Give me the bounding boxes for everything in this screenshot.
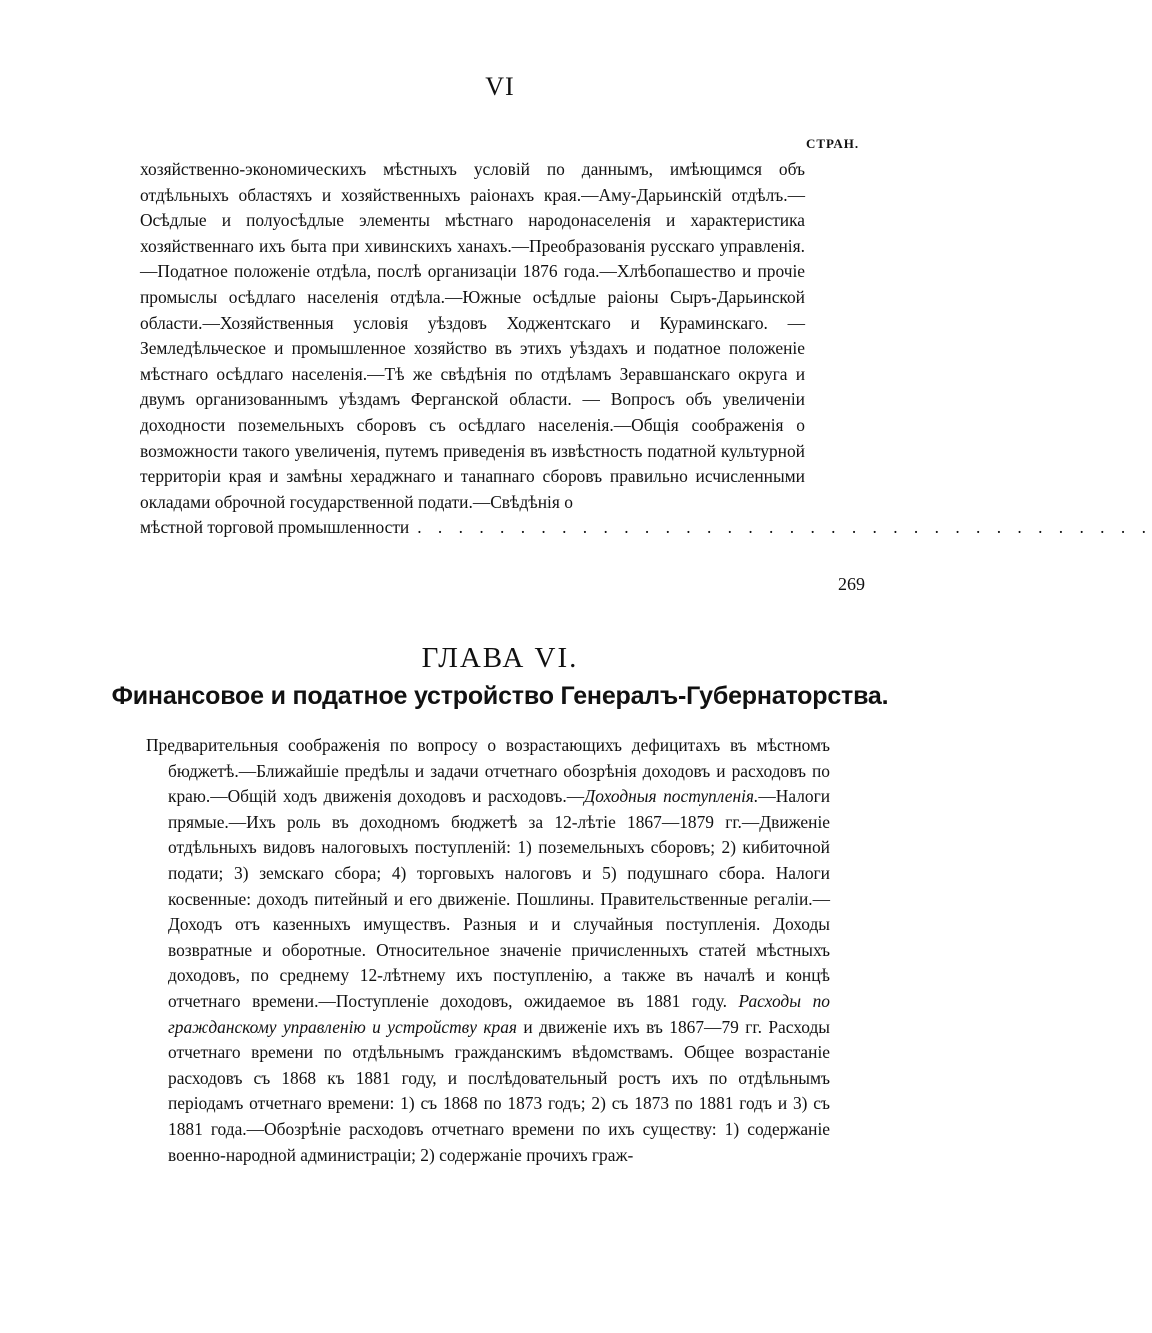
chapter-summary-paragraph bbox=[146, 733, 830, 1168]
toc-page-reference: 269 bbox=[838, 574, 865, 594]
summary-italic-revenues: Доходныя поступленія. bbox=[584, 786, 759, 807]
page-column-header: СТРАН. bbox=[806, 136, 860, 151]
section-intro-text: хозяйственно-экономическихъ мѣстныхъ условій по даннымъ, имѣющимся объ отдѣльныхъ областяхъ и хозяйственныхъ раіонахъ края.—Аму-Дарьинскій отдѣлъ.—Осѣдлые и полуосѣдлые элементы мѣстнаго народонаселенія и характеристика хозяйственнаго ихъ быта при хивинскихъ ханахъ.—Преобразованія русскаго управленія.—Податное положеніе отдѣла, послѣ организаціи 1876 года.—Хлѣбопашество и прочіе промыслы осѣдлаго населенія отдѣла.—Южные осѣдлые раіоны Сыръ-Дарьинской области.—Хозяйственныя условія уѣздовъ Ходжентскаго и Кураминскаго. — Земледѣльческое и промышленное хозяйство въ этихъ уѣздахъ и податное положеніе мѣстнаго осѣдлаго населенія.—Тѣ же свѣдѣнія по отдѣламъ Зеравшанскаго округа и двумъ организованнымъ уѣздамъ Ферганской области. — Вопросъ объ увеличеніи доходности поземельныхъ сборовъ съ осѣдлаго населенія.—Общія соображенія о возможности такого увеличенія, путемъ приведенія въ извѣстность податной культурной территоріи края и замѣны хераджнаго и танапнаго сборовъ правильно исчисленными окладами оброчной государственной подати.—Свѣдѣнія о bbox=[140, 159, 805, 512]
toc-leader-dots: . . . . . . . . . . . . . . . . . . . . . . . . . . . . . . . . . . . . bbox=[417, 517, 1152, 538]
page-number: VI bbox=[485, 72, 515, 101]
summary-text-3: и движеніе ихъ въ 1867—79 гг. Расходы отчетнаго времени по отдѣльнымъ гражданскимъ вѣдомствамъ. Общее возрастаніе расходовъ съ 1868 къ 1881 году, и послѣдовательный ростъ ихъ по отдѣльнымъ періодамъ отчетнаго времени: 1) съ 1868 по 1873 годъ; 2) съ 1873 по 1881 годъ и 3) съ 1881 года.—Обозрѣніе расходовъ отчетнаго времени по ихъ существу: 1) содержаніе военно-народной администраціи; 2) содержаніе прочихъ граж- bbox=[168, 1016, 830, 1165]
summary-text-1: Предварительныя соображенія по вопросу о возрастающихъ дефицитахъ въ мѣстномъ бюджетѣ.—Ближайшіе предѣлы и задачи отчетнаго обозрѣнія доходовъ и расходовъ по краю.—Общій ходъ движенія доходовъ и расходовъ.— bbox=[146, 735, 830, 807]
toc-entry-text: мѣстной торговой промышленности bbox=[140, 517, 410, 538]
chapter-title: ГЛАВА VI. bbox=[421, 642, 579, 674]
chapter-subtitle: Финансовое и податное устройство Генералъ-Губернаторства. bbox=[111, 682, 889, 710]
summary-italic-expenses: Расходы по гражданскому управленію и устройству края bbox=[168, 990, 830, 1037]
toc-entry-last-line bbox=[140, 515, 1152, 541]
summary-text-2: —Налоги прямые.—Ихъ роль въ доходномъ бюджетѣ за 12-лѣтіе 1867—1879 гг.—Движеніе отдѣльныхъ видовъ налоговыхъ поступленій: 1) поземельныхъ сборовъ; 2) кибиточной подати; 3) земскаго сбора; 4) торговыхъ налоговъ и 5) подушнаго сбора. Налоги косвенные: доходъ питейный и его движеніе. Пошлины. Правительственные регаліи.—Доходъ отъ казенныхъ имуществъ. Разныя и и случайныя поступленія. Доходы возвратные и оборотные. Относительное значеніе причисленныхъ статей мѣстныхъ доходовъ, по среднему 12-лѣтнему ихъ поступленію, а также въ началѣ и концѣ отчетнаго времени.—Поступленіе доходовъ, ожидаемое въ 1881 году. bbox=[168, 786, 831, 1011]
section-intro-paragraph bbox=[140, 157, 1152, 541]
